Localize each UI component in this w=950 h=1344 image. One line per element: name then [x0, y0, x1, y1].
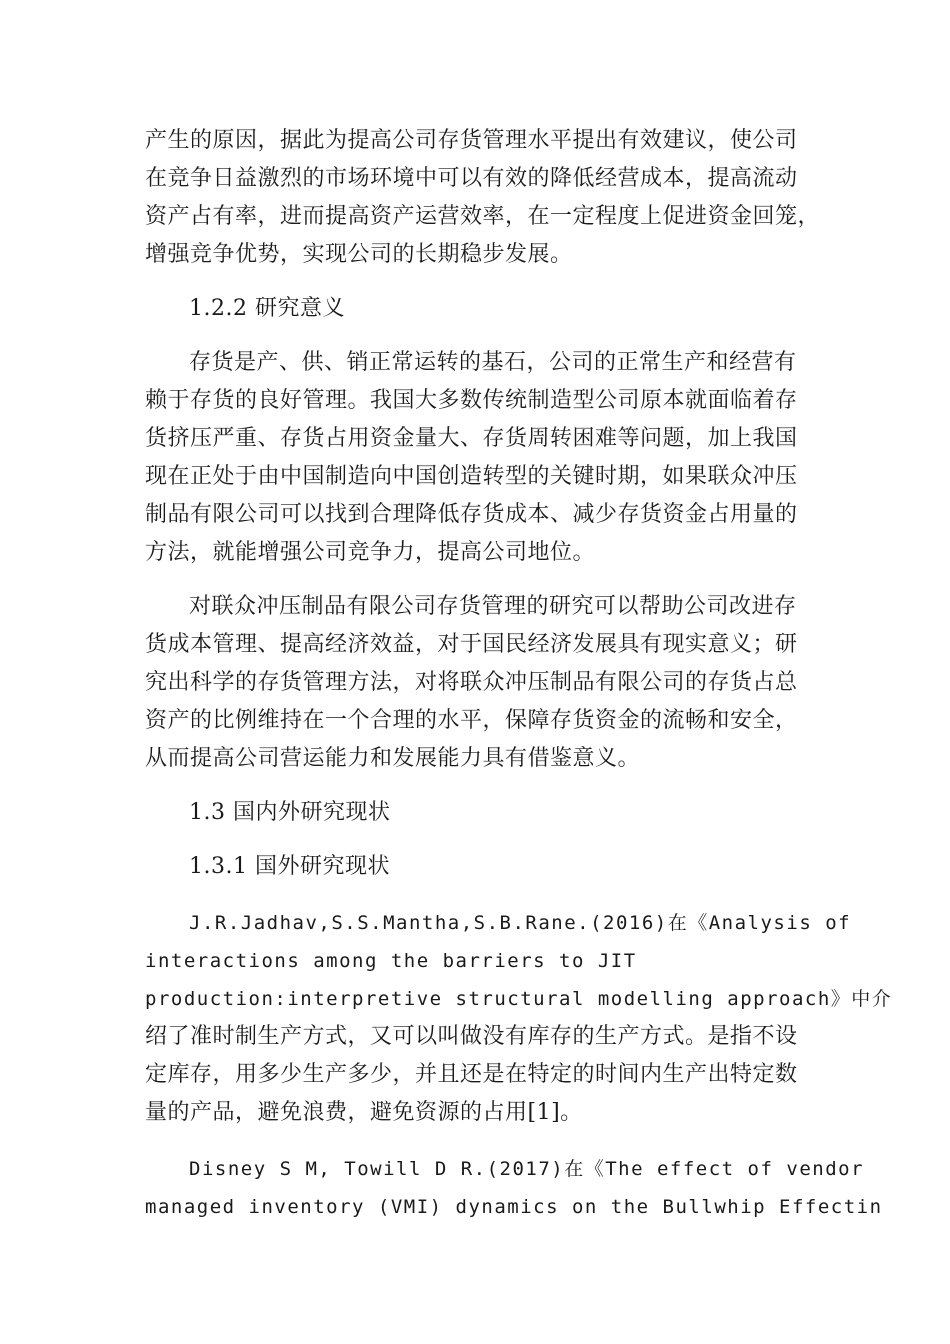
section-heading: 1.3.1 国外研究现状 — [189, 854, 390, 879]
paragraph-line: 产生的原因，据此为提高公司存货管理水平提出有效建议，使公司 — [145, 128, 798, 153]
paragraph-line: 资产的比例维持在一个合理的水平，保障存货资金的流畅和安全， — [145, 708, 798, 733]
paragraph-line: 绍了准时制生产方式，又可以叫做没有库存的生产方式。是指不设 — [145, 1024, 798, 1049]
paragraph-line: J.R.Jadhav,S.S.Mantha,S.B.Rane.(2016)在《Analysis of — [189, 912, 852, 934]
paragraph-line: 对联众冲压制品有限公司存货管理的研究可以帮助公司改进存 — [189, 594, 797, 619]
paragraph-line: production:interpretive structural modelling approach》中介 — [145, 988, 893, 1010]
paragraph-line: 定库存，用多少生产多少，并且还是在特定的时间内生产出特定数 — [145, 1062, 798, 1087]
paragraph-line: 资产占有率，进而提高资产运营效率，在一定程度上促进资金回笼， — [145, 204, 821, 229]
paragraph-line: interactions among the barriers to JIT — [145, 950, 637, 972]
paragraph-line: 货成本管理、提高经济效益，对于国民经济发展具有现实意义；研 — [145, 632, 798, 657]
paragraph-line: Disney S M, Towill D R.(2017)在《The effect of vendor — [189, 1158, 865, 1180]
paragraph-line: 货挤压严重、存货占用资金量大、存货周转困难等问题，加上我国 — [145, 426, 798, 451]
section-heading: 1.3 国内外研究现状 — [189, 800, 391, 825]
paragraph-line: 在竞争日益激烈的市场环境中可以有效的降低经营成本，提高流动 — [145, 166, 798, 191]
paragraph-line: 赖于存货的良好管理。我国大多数传统制造型公司原本就面临着存 — [145, 388, 798, 413]
paragraph-line: 究出科学的存货管理方法，对将联众冲压制品有限公司的存货占总 — [145, 670, 798, 695]
paragraph-line: 量的产品，避免浪费，避免资源的占用[1]。 — [145, 1100, 583, 1125]
paragraph-line: 现在正处于由中国制造向中国创造转型的关键时期，如果联众冲压 — [145, 464, 798, 489]
paragraph-line: managed inventory (VMI) dynamics on the Bullwhip Effectin — [145, 1196, 883, 1218]
paragraph-line: 从而提高公司营运能力和发展能力具有借鉴意义。 — [145, 746, 641, 771]
paragraph-line: 增强竞争优势，实现公司的长期稳步发展。 — [145, 242, 573, 267]
section-heading: 1.2.2 研究意义 — [189, 296, 345, 321]
paragraph-line: 制品有限公司可以找到合理降低存货成本、减少存货资金占用量的 — [145, 502, 798, 527]
paragraph-line: 方法，就能增强公司竞争力，提高公司地位。 — [145, 540, 596, 565]
paragraph-line: 存货是产、供、销正常运转的基石，公司的正常生产和经营有 — [189, 350, 797, 375]
